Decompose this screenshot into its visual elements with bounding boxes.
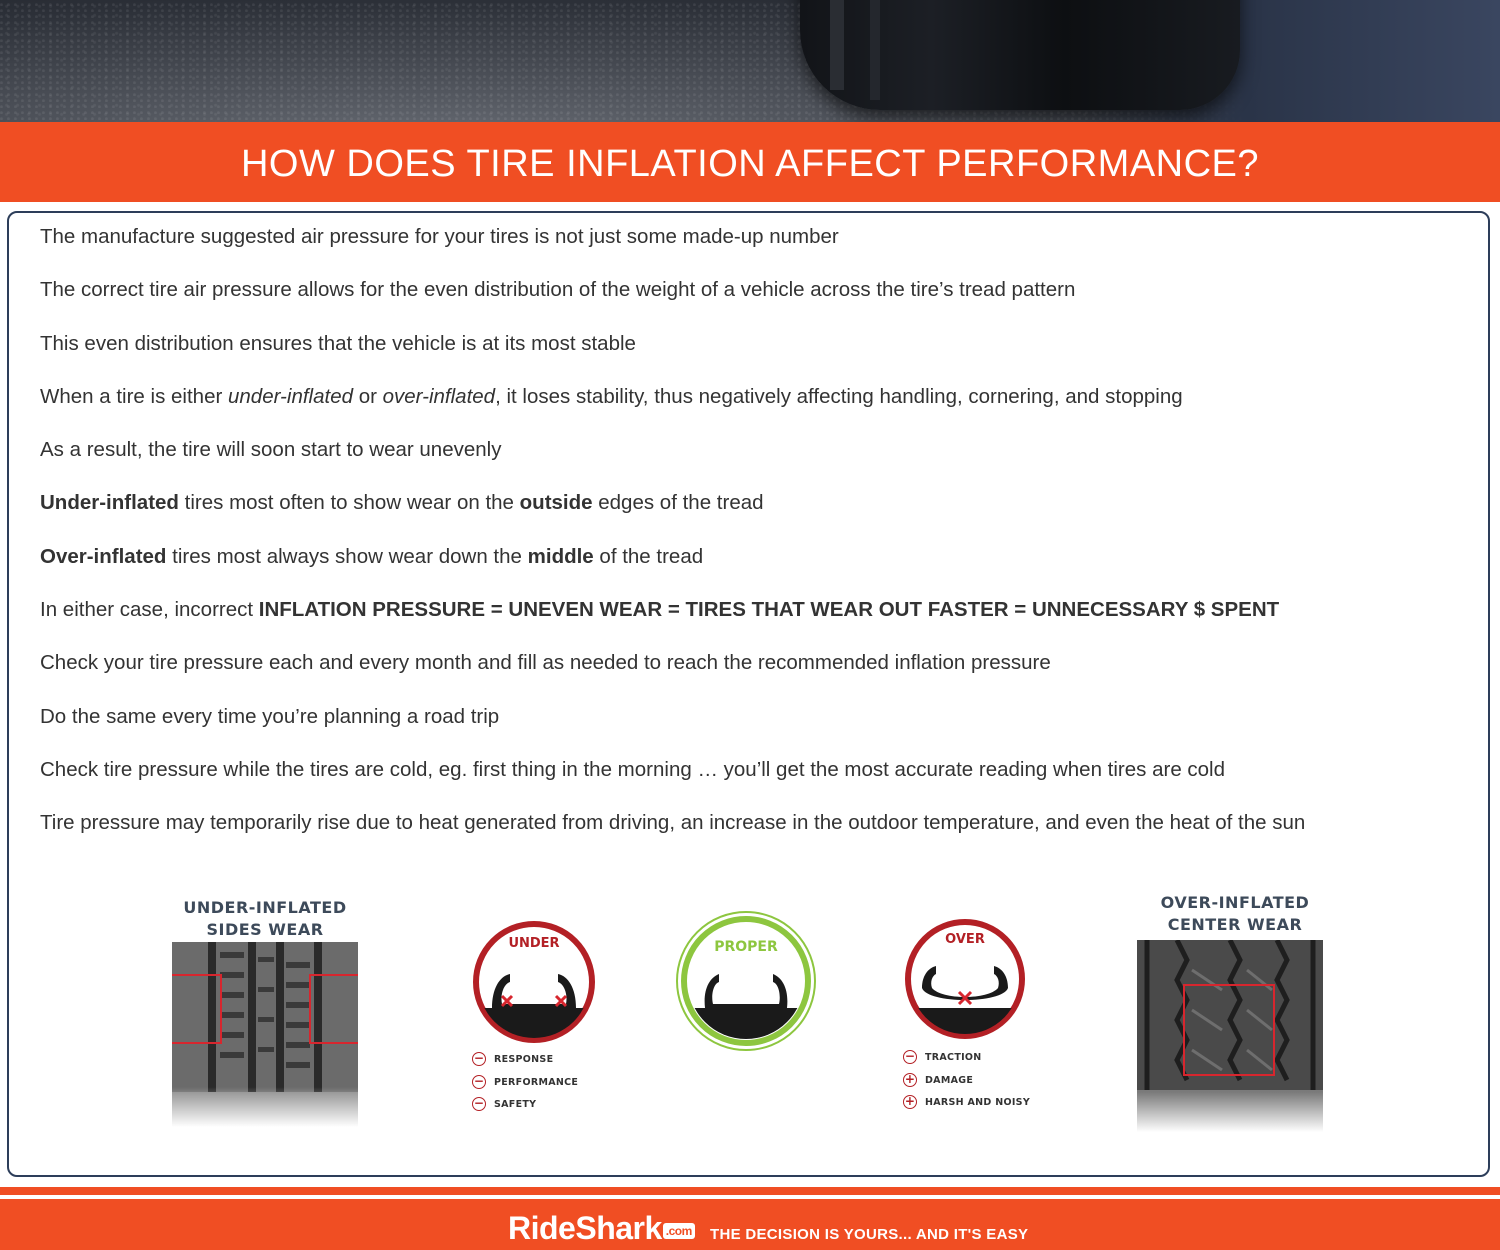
proper-label: PROPER — [714, 939, 778, 955]
tip-item: When a tire is either under-inflated or over-inflated, it loses stability, thus negatively affecting handling, cornering, and stopping — [40, 384, 1183, 408]
over-inflated-diagram — [902, 916, 1028, 1042]
tip-item: Tire pressure may temporarily rise due to heat generated from driving, an increase in the outdoor temperature, and even the heat of the sun — [40, 811, 1306, 835]
tip-item: Over-inflated tires most always show wear down the middle of the tread — [40, 544, 704, 568]
tip-item: Do the same every time you’re planning a road trip — [40, 704, 500, 728]
under-inflated-diagram — [470, 918, 598, 1046]
tip-item: Under-inflated tires most often to show wear on the outside edges of the tread — [40, 491, 764, 515]
over-inflated-tread-photo — [1137, 940, 1323, 1132]
over-effect-item: + DAMAGE — [904, 1071, 974, 1086]
under-effect-item: − SAFETY — [473, 1096, 537, 1110]
over-effect-item: − TRACTION — [904, 1049, 982, 1063]
tip-item: In either case, incorrect INFLATION PRESSURE = UNEVEN WEAR = TIRES THAT WEAR OUT FASTER = UNNECESSARY $ SPENT — [40, 598, 1280, 622]
under-effects-list — [472, 1052, 578, 1120]
proper-inflated-diagram — [675, 910, 817, 1052]
under-label: UNDER — [508, 936, 560, 951]
page-title: HOW DOES TIRE INFLATION AFFECT PERFORMANCE? — [240, 143, 1260, 185]
tip-item: As a result, the tire will soon start to wear unevenly — [40, 438, 502, 462]
minus-icon: − — [473, 1051, 485, 1065]
minus-icon: − — [473, 1073, 485, 1088]
over-effect-item: + HARSH AND NOISY — [904, 1094, 1030, 1108]
hero-road-photo — [0, 0, 1500, 122]
over-label: OVER — [945, 932, 985, 947]
under-effect-item: − RESPONSE — [473, 1051, 554, 1065]
tip-item: Check your tire pressure each and every month and fill as needed to reach the recommended inflation pressure — [40, 651, 1051, 675]
rideshark-logo[interactable]: RideShark .com — [508, 1208, 695, 1248]
over-wear-caption: OVER-INFLATED CENTER WEAR — [1160, 893, 1310, 934]
under-effect-item: − PERFORMANCE — [473, 1073, 579, 1088]
tire-photo — [800, 0, 1240, 110]
footer-tagline: THE DECISION IS YOURS... AND IT'S EASY — [710, 1226, 1029, 1243]
under-inflated-tread-photo — [172, 942, 358, 1127]
under-wear-caption: UNDER-INFLATED SIDES WEAR — [183, 898, 347, 939]
plus-icon: + — [904, 1094, 916, 1108]
tip-item: The correct tire air pressure allows for the even distribution of the weight of a vehicle across the tire’s tread pattern — [40, 278, 1076, 302]
title-banner — [0, 122, 1500, 202]
minus-icon: − — [473, 1096, 485, 1110]
tip-item: Check tire pressure while the tires are cold, eg. first thing in the morning … you’ll get the most accurate reading when tires are cold — [40, 757, 1226, 781]
tip-item: This even distribution ensures that the vehicle is at its most stable — [40, 331, 636, 355]
tip-item: The manufacture suggested air pressure for your tires is not just some made-up number — [40, 225, 839, 248]
over-effects-list — [903, 1050, 1030, 1118]
tips-list — [40, 222, 1470, 862]
plus-icon: + — [904, 1071, 916, 1086]
minus-icon: − — [904, 1049, 916, 1063]
